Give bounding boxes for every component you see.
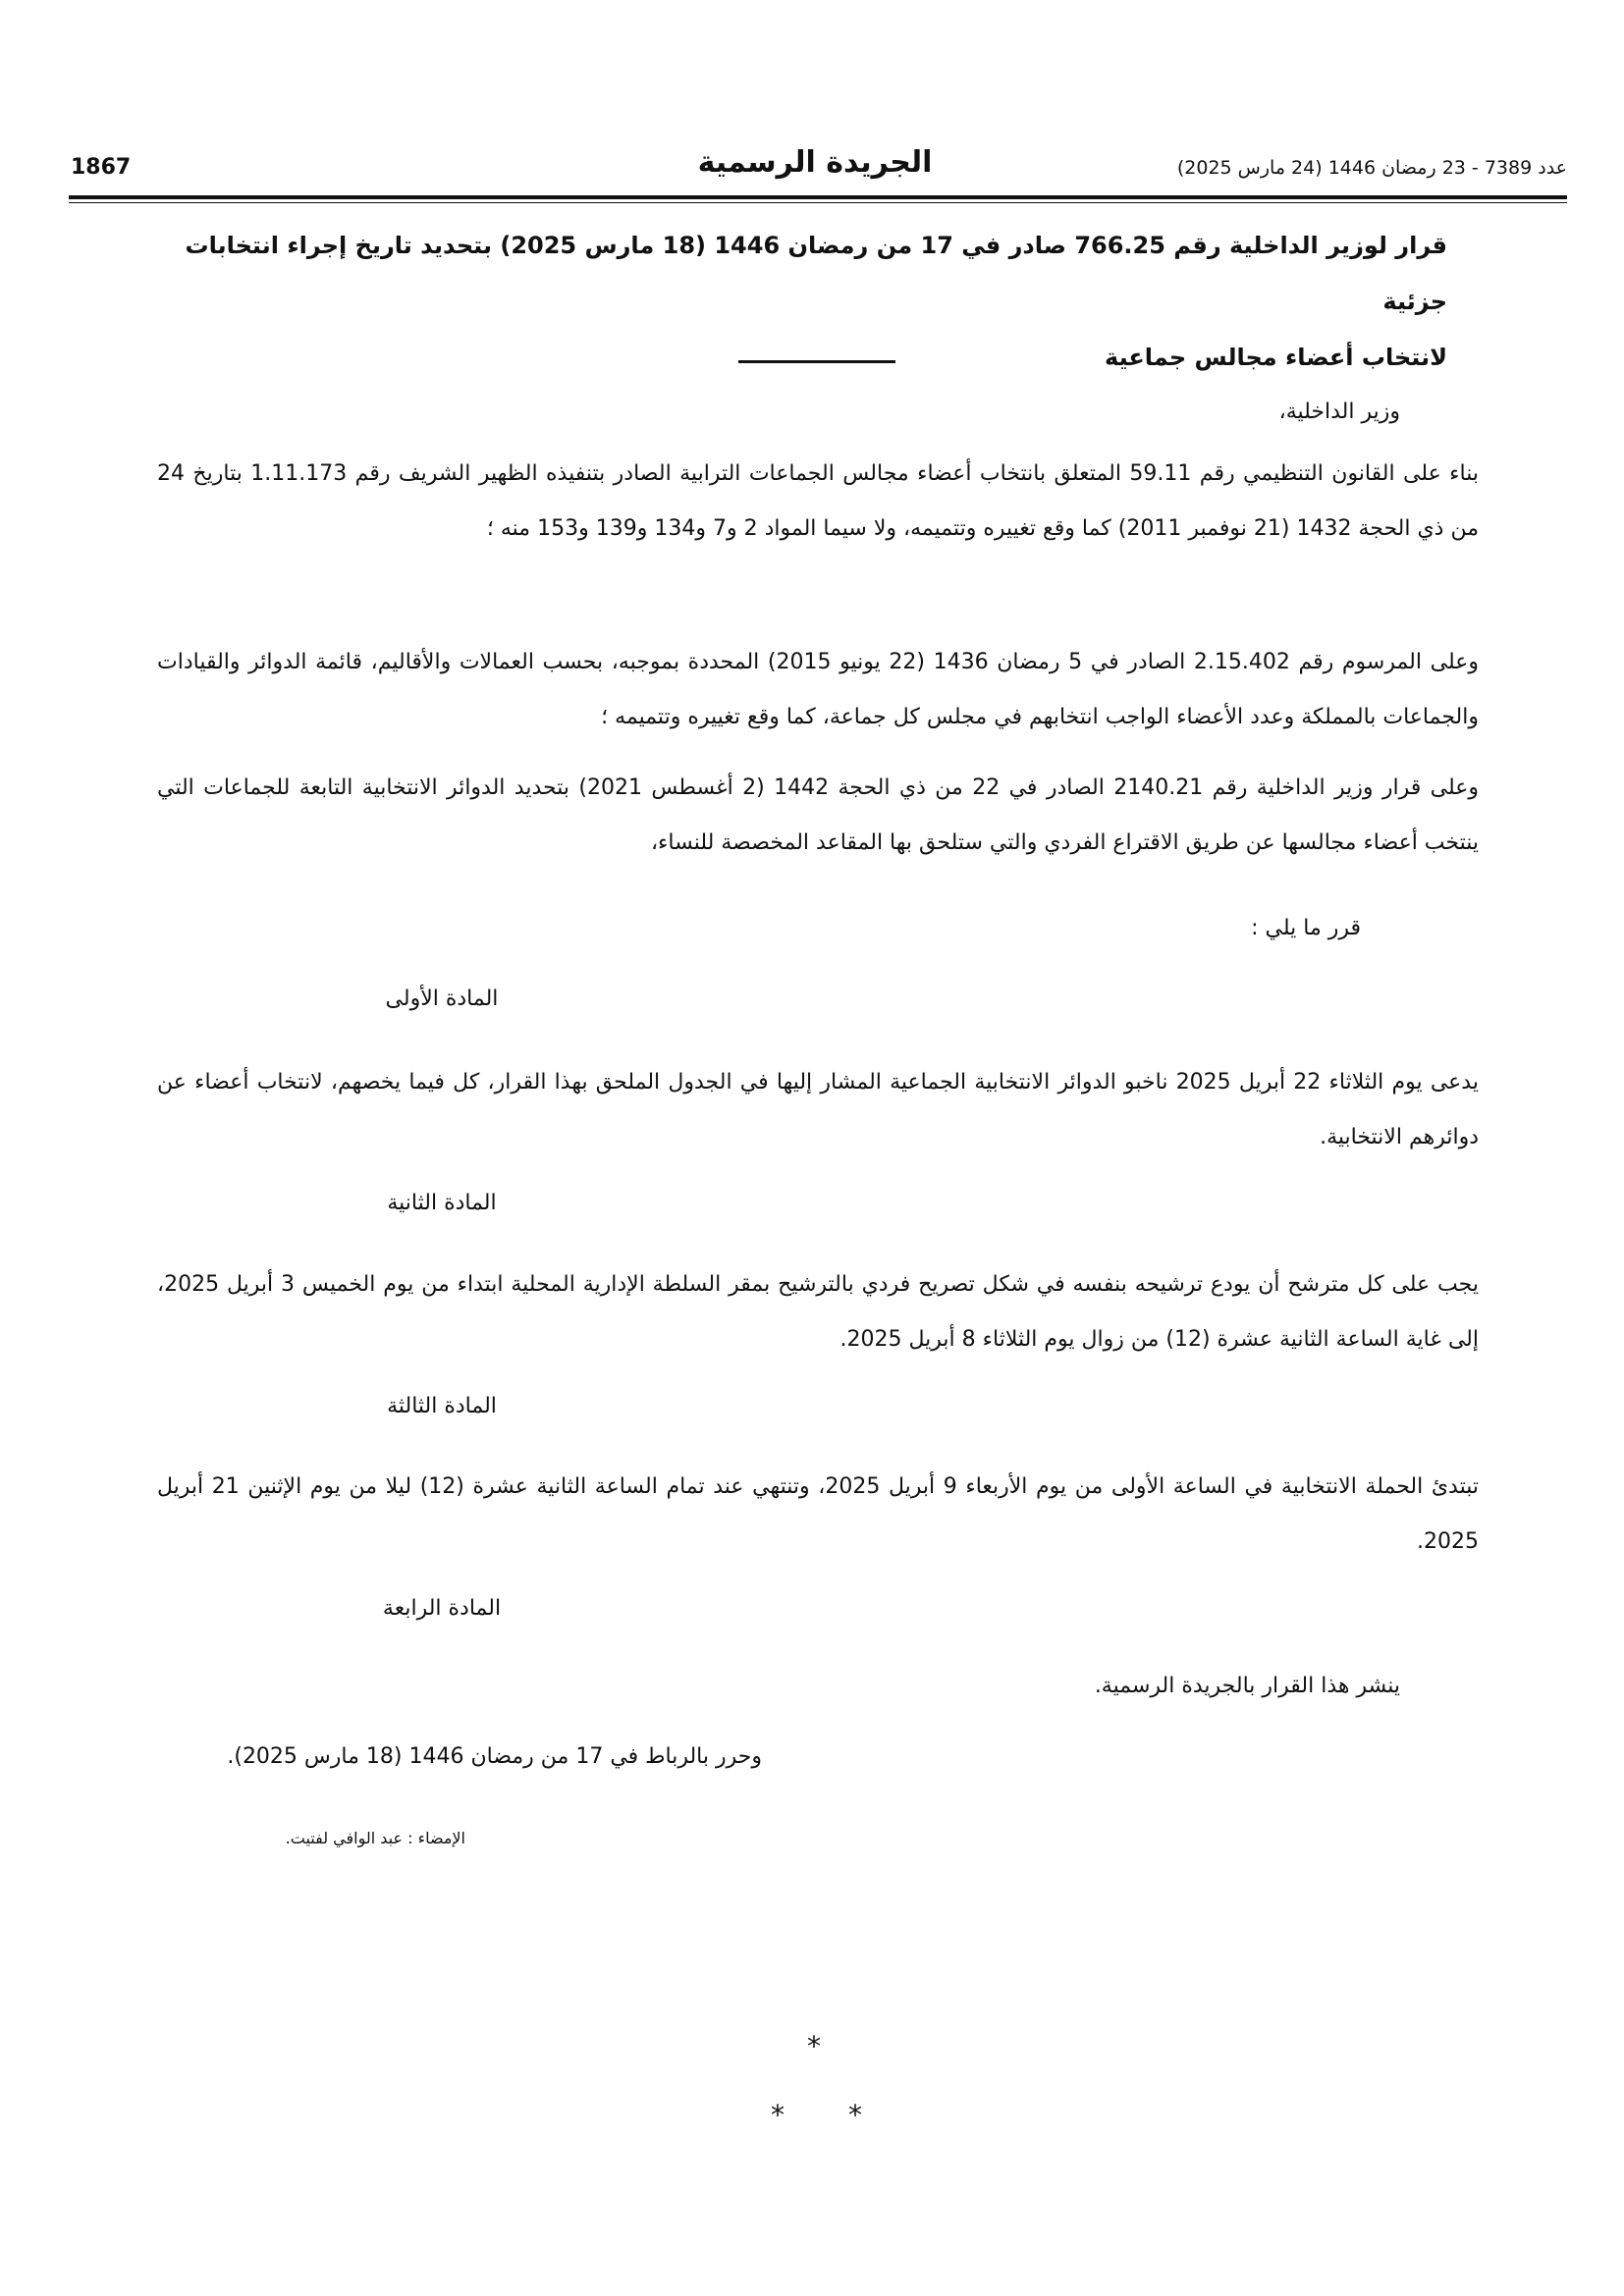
- article-2-heading: المادة الثانية: [387, 1191, 497, 1215]
- star-separator-top: *: [807, 2030, 821, 2062]
- article-2-text: يجب على كل مترشح أن يودع ترشيحه بنفسه في شكل تصريح فردي بالترشيح بمقر السلطة الإدارية المحلية ابتداء من يوم الخميس 3 أبريل 2025، إلى غاية الساعة الثانية عشرة (12) من زوال يوم الثلاثاء 8 أبريل 2025.: [157, 1272, 1479, 1352]
- title-separator: [738, 360, 895, 363]
- article-3-heading: المادة الثالثة: [387, 1394, 497, 1418]
- decides-line: قرر ما يلي :: [1251, 916, 1361, 940]
- addressee: وزير الداخلية،: [1278, 400, 1400, 424]
- recital-2: وعلى المرسوم رقم 2.15.402 الصادر في 5 رمضان 1436 (22 يونيو 2015) المحددة بموجبه، بحسب العمالات والأقاليم، قائمة الدوائر والقيادات والجماعات بالمملكة وعدد الأعضاء الواجب انتخابهم في مجلس كل جماعة، كما وقع تغييره وتتميمه ؛: [157, 650, 1479, 729]
- header-rule-thick: [69, 195, 1567, 199]
- article-4-heading: المادة الرابعة: [382, 1596, 502, 1621]
- header-rule-thin: [69, 202, 1567, 203]
- recital-1: بناء على القانون التنظيمي رقم 59.11 المتعلق بانتخاب أعضاء مجالس الجماعات الترابية الصادر بتنفيذه الظهير الشريف رقم 1.11.173 بتاريخ 24 من ذي الحجة 1432 (21 نوفمبر 2011) كما وقع تغييره وتتميمه، ولا سيما المواد 2 و7 و134 و139 و153 منه ؛: [157, 461, 1479, 541]
- star-separator-bottom-left: *: [771, 2099, 785, 2131]
- decree-title-line-1: قرار لوزير الداخلية رقم 766.25 صادر في 17 من رمضان 1446 (18 مارس 2025) بتحديد تاريخ إجراء انتخابات جزئية: [185, 232, 1447, 315]
- star-separator-bottom-right: *: [848, 2099, 862, 2131]
- article-1-heading: المادة الأولى: [385, 987, 499, 1011]
- decree-title-line-2: لانتخاب أعضاء مجالس جماعية: [1105, 344, 1447, 371]
- journal-title: الجريدة الرسمية: [697, 145, 933, 180]
- recital-3: وعلى قرار وزير الداخلية رقم 2140.21 الصادر في 22 من ذي الحجة 1442 (2 أغسطس 2021) بتحديد الدوائر الانتخابية التابعة للجماعات التي ينتخب أعضاء مجالسها عن طريق الاقتراع الفردي والتي ستلحق بها المقاعد المخصصة للنساء،: [157, 775, 1480, 855]
- issue-line: عدد 7389 - 23 رمضان 1446 (24 مارس 2025): [1176, 157, 1567, 179]
- article-4-text: ينشر هذا القرار بالجريدة الرسمية.: [1094, 1674, 1400, 1698]
- article-3-text: تبتدئ الحملة الانتخابية في الساعة الأولى من يوم الأربعاء 9 أبريل 2025، وتنتهي عند تمام الساعة الثانية عشرة (12) ليلا من يوم الإثنين 21 أبريل 2025.: [157, 1474, 1479, 1554]
- done-at: وحرر بالرباط في 17 من رمضان 1446 (18 مارس 2025).: [227, 1744, 762, 1769]
- signature: الإمضاء : عبد الوافي لفتيت.: [285, 1829, 465, 1847]
- page-number: 1867: [71, 155, 132, 180]
- article-1-text: يدعى يوم الثلاثاء 22 أبريل 2025 ناخبو الدوائر الانتخابية الجماعية المشار إليها في الجدول الملحق بهذا القرار، كل فيما يخصهم، لانتخاب أعضاء عن دوائرهم الانتخابية.: [157, 1070, 1479, 1149]
